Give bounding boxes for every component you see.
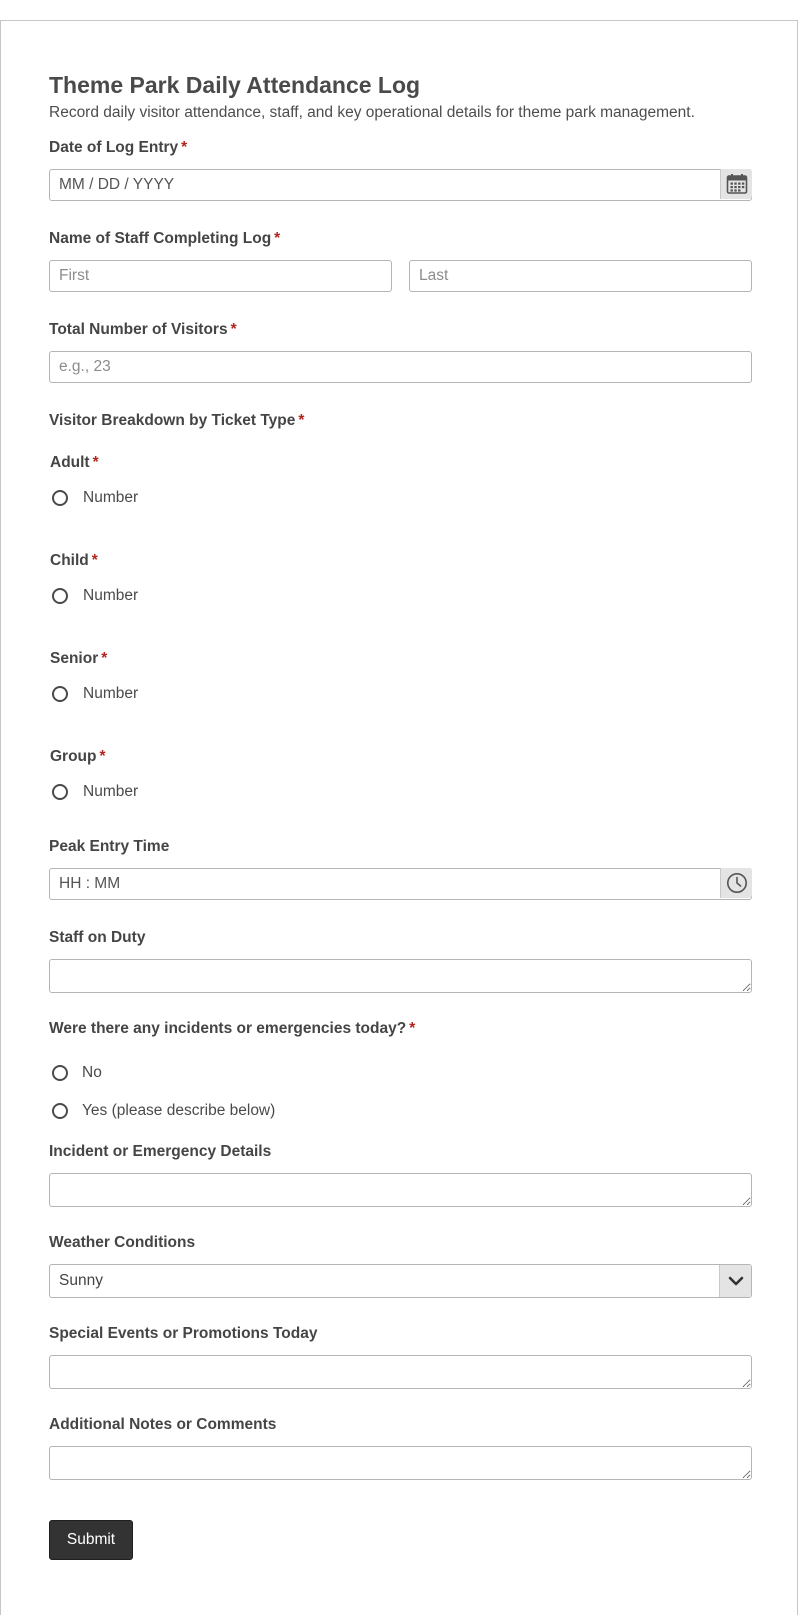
date-field-wrapper xyxy=(49,169,752,201)
radio-label: Number xyxy=(83,489,139,506)
submit-button[interactable]: Submit xyxy=(49,1520,133,1560)
peak-time-label: Peak Entry Time xyxy=(49,838,170,855)
incidents-yes-radio[interactable] xyxy=(52,1100,275,1122)
peak-time-field-wrapper xyxy=(49,868,752,900)
notes-textarea[interactable] xyxy=(49,1446,752,1480)
required-asterisk: * xyxy=(274,230,281,247)
radio-label: Number xyxy=(83,587,139,604)
incidents-label: Were there any incidents or emergencies today? * xyxy=(49,1020,416,1037)
adult-label: Adult * xyxy=(50,454,99,471)
required-asterisk: * xyxy=(101,650,108,667)
required-asterisk: * xyxy=(298,412,305,429)
required-asterisk: * xyxy=(99,748,106,765)
form-card xyxy=(0,20,798,1615)
radio-circle[interactable] xyxy=(52,588,68,604)
required-asterisk: * xyxy=(409,1020,416,1037)
calendar-icon[interactable] xyxy=(720,169,752,199)
date-label: Date of Log Entry * xyxy=(49,139,188,156)
notes-label: Additional Notes or Comments xyxy=(49,1416,277,1433)
radio-label: Number xyxy=(83,685,139,702)
group-label: Group * xyxy=(50,748,106,765)
senior-label: Senior * xyxy=(50,650,108,667)
radio-circle[interactable] xyxy=(52,1065,68,1081)
weather-label: Weather Conditions xyxy=(49,1234,196,1251)
radio-circle[interactable] xyxy=(52,1103,68,1119)
date-input[interactable] xyxy=(49,169,752,201)
breakdown-label: Visitor Breakdown by Ticket Type * xyxy=(49,412,305,429)
radio-label: No xyxy=(82,1064,102,1081)
radio-label: Number xyxy=(83,783,139,800)
required-asterisk: * xyxy=(181,139,188,156)
incident-details-textarea[interactable] xyxy=(49,1173,752,1207)
staff-on-duty-label: Staff on Duty xyxy=(49,929,146,946)
last-name-input[interactable] xyxy=(409,260,752,292)
special-events-textarea[interactable] xyxy=(49,1355,752,1389)
child-label: Child * xyxy=(50,552,98,569)
senior-number-radio[interactable] xyxy=(52,683,138,705)
adult-number-radio[interactable] xyxy=(52,487,138,509)
incident-details-label: Incident or Emergency Details xyxy=(49,1143,272,1160)
form-description: Record daily visitor attendance, staff, and key operational details for theme park management. xyxy=(49,104,695,121)
clock-icon[interactable] xyxy=(720,868,752,898)
required-asterisk: * xyxy=(230,321,237,338)
staff-on-duty-textarea[interactable] xyxy=(49,959,752,993)
incidents-no-radio[interactable] xyxy=(52,1062,102,1084)
form-title: Theme Park Daily Attendance Log xyxy=(49,72,421,98)
required-asterisk: * xyxy=(91,552,98,569)
radio-circle[interactable] xyxy=(52,784,68,800)
staff-name-label: Name of Staff Completing Log * xyxy=(49,230,281,247)
group-number-radio[interactable] xyxy=(52,781,138,803)
child-number-radio[interactable] xyxy=(52,585,138,607)
total-visitors-label: Total Number of Visitors * xyxy=(49,321,237,338)
special-events-label: Special Events or Promotions Today xyxy=(49,1325,318,1342)
radio-circle[interactable] xyxy=(52,686,68,702)
first-name-input[interactable] xyxy=(49,260,392,292)
total-visitors-input[interactable] xyxy=(49,351,752,383)
weather-select[interactable] xyxy=(49,1264,752,1298)
peak-time-input[interactable] xyxy=(49,868,752,900)
radio-circle[interactable] xyxy=(52,490,68,506)
chevron-down-icon[interactable] xyxy=(719,1265,751,1297)
radio-label: Yes (please describe below) xyxy=(82,1102,276,1119)
weather-selected-value: Sunny xyxy=(59,1272,103,1289)
required-asterisk: * xyxy=(92,454,99,471)
